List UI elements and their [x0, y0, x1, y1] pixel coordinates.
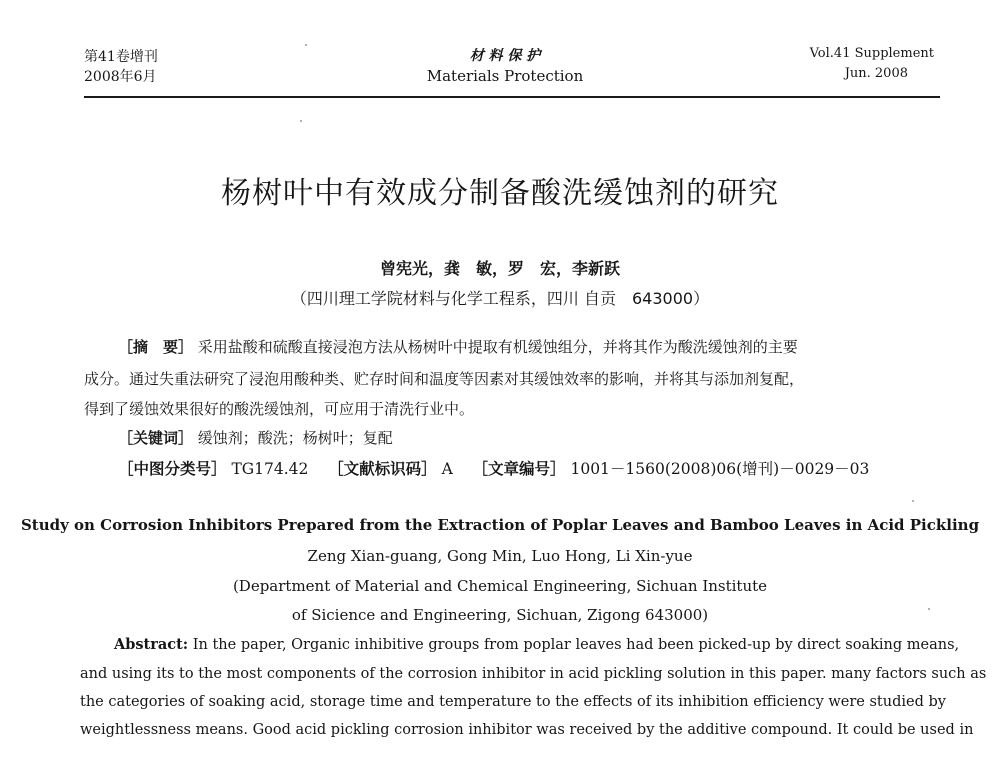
- volume-en: Vol.41 Supplement: [809, 46, 934, 61]
- page-title-en: Study on Corrosion Inhibitors Prepared from the Extraction of Poplar Leaves and Bamboo Leaves in Acid Pickling: [20, 516, 980, 534]
- journal-name-cn: 材 料 保 护: [469, 48, 541, 64]
- abstract-en-line-2: and using its to the most components of the corrosion inhibitor in acid pickling solution in this paper. many factors such as: [80, 666, 987, 682]
- scan-speck: [928, 608, 930, 610]
- abstract-en-text-1: In the paper, Organic inhibitive groups from poplar leaves had been picked-up by direct soaking means,: [192, 637, 960, 653]
- authors-en: Zeng Xian-guang, Gong Min, Luo Hong, Li Xin-yue: [307, 547, 693, 565]
- abstract-en-line-4: weightlessness means. Good acid pickling corrosion inhibitor was received by the additive compound. It could be used in: [80, 722, 974, 738]
- doc-code-label: ［文献标识码］: [328, 460, 437, 478]
- affiliation-en-line-2: of Sicience and Engineering, Sichuan, Zigong 643000): [291, 606, 709, 624]
- abstract-cn-label: ［摘 要］: [118, 338, 194, 356]
- keywords-cn-label: ［关键词］: [118, 429, 194, 447]
- abstract-cn-line-2: 成分。通过失重法研究了浸泡用酸种类、贮存时间和温度等因素对其缓蚀效率的影响，并将其与添加剂复配，: [84, 370, 805, 388]
- page-title-cn: 杨树叶中有效成分制备酸洗缓蚀剂的研究: [221, 176, 779, 211]
- abstract-cn-text-1: 采用盐酸和硫酸直接浸泡方法从杨树叶中提取有机缓蚀组分，并将其作为酸洗缓蚀剂的主要: [197, 338, 798, 356]
- journal-name-en: Materials Protection: [426, 67, 584, 85]
- header-rule: [84, 96, 940, 98]
- affiliation-cn: （四川理工学院材料与化学工程系，四川 自贡 643000）: [290, 289, 710, 308]
- scan-speck: [912, 500, 914, 502]
- classification-cn: [118, 457, 869, 479]
- scan-speck: [305, 44, 307, 46]
- abstract-en-label: Abstract:: [114, 636, 189, 653]
- scan-speck: [300, 120, 302, 122]
- article-number-label: ［文章编号］: [472, 460, 566, 478]
- authors-cn: 曾宪光，龚 敏，罗 宏，李新跃: [379, 259, 620, 278]
- clc-value: TG174.42: [231, 460, 309, 478]
- abstract-en-line-1: [114, 636, 960, 653]
- date-cn: 2008年6月: [84, 69, 157, 85]
- date-en: Jun. 2008: [844, 66, 908, 81]
- abstract-en-line-3: the categories of soaking acid, storage time and temperature to the effects of its inhibition efficiency were studied by: [80, 694, 946, 710]
- article-number-value: 1001－1560(2008)06(增刊)－0029－03: [570, 460, 870, 478]
- doc-code-value: A: [441, 460, 453, 478]
- abstract-cn-line-1: [118, 336, 798, 357]
- keywords-cn: [118, 427, 393, 448]
- clc-label: ［中图分类号］: [118, 460, 227, 478]
- volume-cn: 第41卷增刊: [84, 49, 158, 65]
- abstract-cn-line-3: 得到了缓蚀效果很好的酸洗缓蚀剂，可应用于清洗行业中。: [84, 400, 475, 418]
- keywords-cn-text: 缓蚀剂；酸洗；杨树叶；复配: [197, 429, 393, 447]
- affiliation-en-line-1: (Department of Material and Chemical Engineering, Sichuan Institute: [232, 577, 768, 595]
